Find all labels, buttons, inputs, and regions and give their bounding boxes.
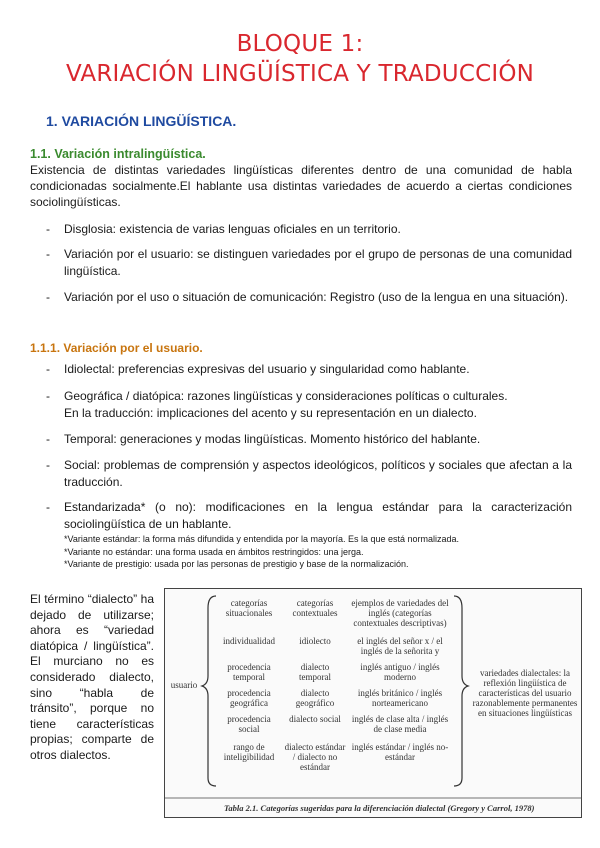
bullet-dash: - (46, 362, 50, 376)
figure-cell: inglés de clase alta / inglés de clase media (351, 714, 449, 734)
list-item-extra: En la traducción: implicaciones del acento y su representación en un dialecto. (64, 406, 477, 420)
intro-paragraph: Existencia de distintas variedades lingüísticas diferentes dentro de una comunidad de habla condicionadas socialmente.El hablante usa distintas variedades de acuerdo a ciertas condiciones sociolingüísticas. (30, 163, 572, 209)
list-item (30, 457, 572, 491)
figure-cell: dialecto geográfico (295, 688, 335, 708)
footnote: *Variante de prestigio: usada por las personas de prestigio y base de la normalización. (64, 559, 409, 569)
bullet-dash: - (46, 500, 50, 514)
figure-cell: dialecto social (289, 714, 341, 724)
list-item (30, 499, 572, 533)
title-line-2: VARIACIÓN LINGÜÍSTICA Y TRADUCCIÓN (65, 61, 535, 87)
figure-cell: el inglés del señor x / el inglés de la señorita y (357, 636, 443, 656)
list-item-text: Social: problemas de comprensión y aspectos ideológicos, políticos y sociales que afectan a la traducción. (64, 458, 572, 489)
figure-cell: inglés estándar / inglés no-estándar (351, 742, 449, 762)
bullet-dash: - (46, 458, 50, 472)
footnote: *Variante no estándar: una forma usada en ámbitos restringidos: una jerga. (64, 546, 364, 557)
list-item-text: Temporal: generaciones y modas lingüísticas. Momento histórico del hablante. (64, 432, 481, 446)
list-item (30, 388, 572, 422)
side-note: El término “dialecto” ha dejado de utilizarse; ahora es “variedad diatópica / lingüística”. El murciano no es considerado dialecto, sino “habla de tránsito”, porque no tiene características propias; comparte de otros dialectos. (30, 592, 154, 762)
title-line-1: BLOQUE 1: (236, 31, 364, 57)
figure-cell: dialecto temporal (299, 662, 331, 682)
bullet-dash: - (46, 247, 50, 261)
list-item-text: Estandarizada* (o no): modificaciones en la lengua estándar para la caracterización sociolingüística de un hablante. (64, 500, 572, 531)
list-item-text: Variación por el usuario: se distinguen variedades por el grupo de personas de una comunidad lingüística. (64, 247, 572, 278)
bullet-dash: - (46, 290, 50, 304)
bullet-dash: - (46, 389, 50, 403)
list-item (30, 431, 572, 448)
figure-header: categorías situacionales (225, 598, 273, 618)
figure-cell: inglés británico / inglés norteamericano (357, 688, 443, 708)
figure-left-label: usuario (170, 680, 198, 690)
bullet-dash: - (46, 432, 50, 446)
bullet-dash: - (46, 222, 50, 236)
figure-right-note: variedades dialectales: la reflexión lingüística de características del usuario razonablemente permanentes en situaciones lingüísticas (472, 668, 578, 718)
figure-cell: dialecto estándar / dialecto no estándar (284, 742, 346, 772)
list-item (30, 289, 572, 306)
figure-header: categorías contextuales (292, 598, 338, 618)
list-item-text: Idiolectal: preferencias expresivas del usuario y singularidad como hablante. (64, 362, 470, 376)
list-item (30, 361, 572, 378)
figure-cell: procedencia geográfica (227, 688, 271, 708)
list-item-text: Disglosia: existencia de varias lenguas oficiales en un territorio. (64, 222, 401, 236)
dialect-table-figure (164, 588, 582, 818)
list-item (30, 221, 572, 238)
figure-cell: procedencia temporal (227, 662, 271, 682)
figure-cell: individualidad (223, 636, 275, 646)
figure-header: ejemplos de variedades del inglés (categorías contextuales descriptivas) (351, 598, 449, 628)
subsubsection-heading: 1.1.1. Variación por el usuario. (30, 341, 203, 355)
figure-cell: procedencia social (227, 714, 271, 734)
figure-cell: rango de inteligibilidad (223, 742, 275, 762)
section-heading: 1. VARIACIÓN LINGÜÍSTICA. (46, 113, 237, 129)
figure-cell: inglés antiguo / inglés moderno (360, 662, 440, 682)
figure-cell: idiolecto (299, 636, 331, 646)
subsection-heading: 1.1. Variación intralingüística. (30, 147, 206, 161)
footnotes (64, 533, 459, 571)
list-item (30, 246, 572, 280)
list-item-text: Variación por el uso o situación de comunicación: Registro (uso de la lengua en una situación). (64, 290, 569, 304)
footnote: *Variante estándar: la forma más difundida y entendida por la mayoría. Es la que está normalizada. (64, 534, 460, 544)
figure-caption: Tabla 2.1. Categorías sugeridas para la diferenciación dialectal (Gregory y Carrol, 1978) (224, 803, 535, 813)
list-item-text: Geográfica / diatópica: razones lingüísticas y consideraciones políticas o culturales. (64, 389, 508, 403)
